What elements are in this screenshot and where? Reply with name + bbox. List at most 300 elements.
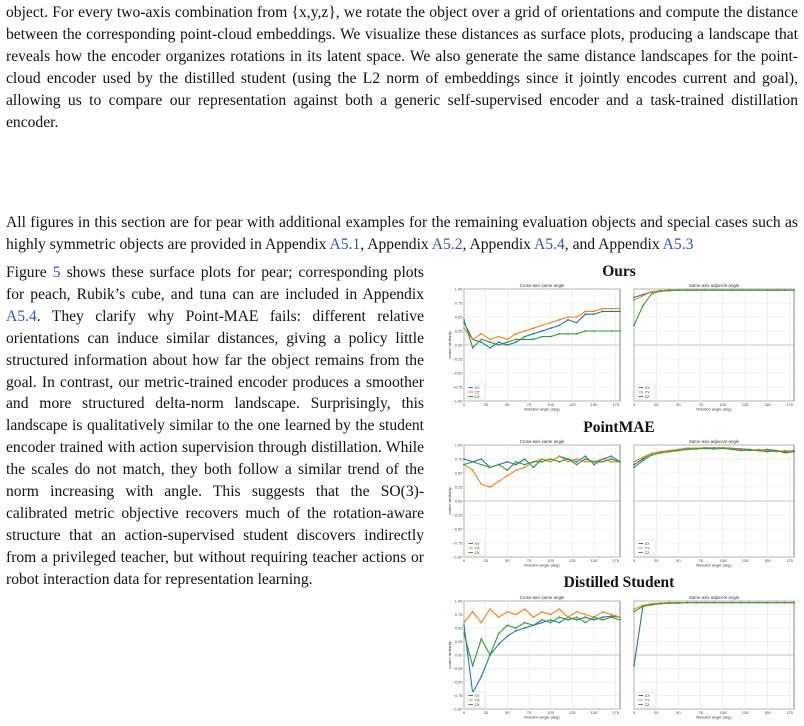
figure-row-pointmae — [438, 440, 800, 572]
x-tick-label: 175 — [612, 402, 620, 407]
legend — [637, 384, 655, 399]
data-point-zz — [793, 289, 795, 291]
data-point-xy — [576, 619, 578, 621]
data-point-xy — [558, 622, 560, 624]
data-point-zx — [602, 619, 604, 621]
x-tick-label: 75 — [526, 710, 532, 715]
data-point-zz — [651, 604, 653, 606]
x-tick-label: 150 — [590, 710, 598, 715]
paragraph-2-text: , and Appendix — [564, 235, 663, 253]
y-tick-label: −0.25 — [452, 356, 463, 362]
data-point-zx — [576, 464, 578, 466]
y-tick-label: 1.00 — [454, 598, 463, 604]
data-point-xy — [524, 458, 526, 460]
data-point-zz — [740, 602, 742, 604]
x-tick-label: 25 — [483, 402, 488, 407]
data-point-zz — [669, 602, 671, 604]
data-point-zz — [633, 467, 635, 469]
legend-entry: YY — [644, 545, 650, 551]
y-tick-label: −1.00 — [452, 398, 463, 404]
data-point-zz — [775, 602, 777, 604]
data-point-zz — [633, 325, 635, 327]
data-point-zx — [524, 339, 526, 341]
data-point-yz — [463, 327, 465, 329]
y-tick-label: −0.25 — [452, 512, 463, 518]
paragraph-3-text: shows these surface plots for pear; corresponding plots for peach, Rubik’s cube, and tuna can are included in Appendix — [6, 264, 424, 303]
paragraph-2-text: All figures in this section are for pear with additional examples for the remaining evaluation objects and special cases such as highly symmetric objects are provided in Appendix — [6, 214, 798, 253]
data-point-zz — [793, 451, 795, 453]
data-point-zz — [766, 289, 768, 291]
data-point-xy — [532, 333, 534, 335]
x-axis-label: Rotation angle (deg) — [696, 406, 732, 412]
data-point-zx — [532, 461, 534, 463]
data-point-yz — [602, 308, 604, 310]
data-point-yz — [515, 614, 517, 616]
appendix-link-a5-1[interactable]: A5.1 — [329, 235, 361, 253]
x-tick-label: 0 — [462, 402, 466, 407]
data-point-zz — [758, 289, 760, 291]
x-tick-label: 25 — [653, 558, 659, 563]
x-tick-label: 0 — [462, 710, 466, 715]
legend-entry: XY — [474, 384, 480, 390]
data-point-yz — [619, 308, 621, 310]
paragraph-2-text: , Appendix — [462, 235, 535, 253]
x-tick-label: 100 — [547, 710, 555, 715]
legend-entry: ZZ — [644, 549, 650, 555]
data-point-zz — [766, 602, 768, 604]
panel-title: Cross-axis same angle — [519, 595, 565, 600]
legend-entry: XX — [644, 540, 650, 546]
x-tick-label: 125 — [741, 402, 749, 407]
data-point-zz — [660, 452, 662, 454]
data-point-yz — [524, 330, 526, 332]
data-point-zx — [576, 333, 578, 335]
data-point-zx — [489, 654, 491, 656]
data-point-yz — [515, 469, 517, 471]
data-point-yz — [584, 614, 586, 616]
data-point-zx — [506, 624, 508, 626]
x-tick-label: 25 — [653, 402, 659, 407]
data-point-xy — [541, 622, 543, 624]
paragraph-3-text: Figure — [6, 264, 53, 281]
legend-entry: ZZ — [644, 393, 650, 399]
data-point-yz — [610, 461, 612, 463]
x-axis-label: Rotation angle (deg) — [524, 562, 560, 568]
data-point-yz — [498, 616, 500, 618]
legend-entry: ZZ — [644, 701, 650, 707]
y-tick-label: 0.50 — [454, 625, 463, 631]
data-point-xy — [480, 341, 482, 343]
x-tick-label: 125 — [741, 558, 749, 563]
data-point-yz — [541, 458, 543, 460]
paragraph-1: object. For every two-axis combination from {x,y,z}, we rotate the object over a grid of orientations and compute the distance between the corresponding point-cloud embeddings. We visualize these distances as surface plots, producing a landscape that reveals how the encoder organizes rotations in its latent space. We also generate the same distance landscapes for the point-cloud encoder used by the distilled student (using the L2 norm of embeddings since it jointly encodes current and goal), allowing us to compare our representation against both a generic self-supervised encoder and a task-trained distillation encoder. — [6, 4, 798, 131]
legend-entry: ZX — [474, 701, 480, 707]
chart-panel — [447, 283, 621, 412]
data-point-zz — [651, 293, 653, 295]
x-tick-label: 50 — [676, 402, 681, 407]
data-point-zx — [506, 341, 508, 343]
y-tick-label: 0.50 — [454, 314, 463, 320]
x-tick-label: 25 — [653, 710, 659, 715]
y-tick-label: 0.75 — [454, 611, 463, 617]
data-point-yy — [642, 456, 644, 458]
data-point-yz — [480, 483, 482, 485]
data-point-xx — [633, 665, 635, 667]
data-point-yz — [558, 319, 560, 321]
data-point-yz — [584, 461, 586, 463]
y-axis-label: cosine similarity — [447, 641, 452, 669]
data-point-xx — [642, 458, 644, 460]
figure-link-5[interactable]: 5 — [52, 264, 61, 281]
data-point-yy — [784, 450, 786, 452]
x-tick-label: 50 — [505, 558, 510, 563]
data-point-yz — [558, 608, 560, 610]
data-point-zx — [480, 339, 482, 341]
data-point-zx — [602, 461, 604, 463]
x-tick-label: 125 — [568, 402, 576, 407]
data-point-zx — [584, 622, 586, 624]
legend-entry: ZX — [474, 549, 480, 555]
y-tick-label: 0.75 — [454, 456, 463, 462]
data-point-zz — [749, 289, 751, 291]
y-tick-label: −0.50 — [452, 679, 463, 685]
x-tick-label: 175 — [786, 402, 793, 407]
legend-entry: YY — [644, 389, 650, 395]
data-point-zx — [506, 469, 508, 471]
data-point-yz — [506, 475, 508, 477]
data-point-zz — [660, 603, 662, 605]
data-point-zx — [567, 333, 569, 335]
legend-entry: ZX — [474, 393, 480, 399]
data-point-zx — [567, 619, 569, 621]
figure-row-title-ours: Ours — [602, 263, 636, 280]
data-point-zz — [731, 449, 733, 451]
data-point-xy — [576, 461, 578, 463]
data-point-zx — [541, 619, 543, 621]
data-point-yz — [541, 611, 543, 613]
chart-panel — [447, 595, 621, 720]
x-tick-label: 150 — [590, 402, 598, 407]
data-point-xy — [489, 347, 491, 349]
data-point-yz — [498, 481, 500, 483]
data-point-zx — [550, 336, 552, 338]
legend-entry: XY — [474, 692, 480, 698]
y-tick-label: −1.00 — [452, 554, 463, 560]
data-point-xy — [558, 325, 560, 327]
data-point-yz — [550, 461, 552, 463]
appendix-link-a5-2[interactable]: A5.2 — [431, 235, 463, 253]
x-tick-label: 125 — [568, 558, 576, 563]
x-tick-label: 150 — [763, 710, 771, 715]
data-point-zz — [678, 450, 680, 452]
y-tick-label: −0.25 — [452, 665, 463, 671]
data-point-xy — [524, 627, 526, 629]
data-point-zx — [515, 339, 517, 341]
data-point-zx — [567, 458, 569, 460]
y-axis-label: cosine similarity — [447, 487, 452, 515]
data-point-zx — [524, 464, 526, 466]
x-axis-label: Rotation angle (deg) — [696, 562, 732, 568]
data-point-yz — [567, 316, 569, 318]
data-point-yz — [610, 308, 612, 310]
data-point-zz — [749, 449, 751, 451]
data-point-zx — [498, 464, 500, 466]
data-point-yz — [515, 333, 517, 335]
data-point-xy — [610, 455, 612, 457]
data-point-zz — [784, 289, 786, 291]
appendix-link-a5-4[interactable]: A5.4 — [6, 307, 37, 325]
data-point-zz — [642, 606, 644, 608]
x-tick-label: 150 — [763, 558, 771, 563]
data-point-zz — [722, 447, 724, 449]
data-point-xy — [515, 630, 517, 632]
data-point-xy — [584, 616, 586, 618]
x-tick-label: 50 — [676, 558, 681, 563]
data-point-zz — [775, 450, 777, 452]
data-point-xy — [506, 635, 508, 637]
legend-entry: YZ — [474, 389, 480, 395]
data-point-xy — [524, 336, 526, 338]
data-point-xy — [532, 467, 534, 469]
data-point-xx — [633, 297, 635, 299]
data-point-zx — [593, 461, 595, 463]
data-point-zz — [758, 602, 760, 604]
data-point-zx — [515, 461, 517, 463]
data-point-yz — [506, 339, 508, 341]
data-point-yz — [489, 339, 491, 341]
x-tick-label: 75 — [526, 402, 532, 407]
legend — [467, 384, 485, 399]
data-point-xy — [550, 327, 552, 329]
figure-row-ours — [438, 284, 800, 416]
data-point-xy — [550, 619, 552, 621]
legend-entry: YZ — [474, 545, 480, 551]
chart-panel — [633, 283, 795, 412]
x-tick-label: 75 — [698, 402, 703, 407]
data-point-zz — [704, 289, 706, 291]
data-point-yz — [472, 469, 474, 471]
data-point-yz — [489, 608, 491, 610]
data-point-yz — [602, 611, 604, 613]
data-point-yz — [550, 614, 552, 616]
data-point-zx — [584, 330, 586, 332]
data-point-yz — [576, 611, 578, 613]
data-point-zz — [766, 451, 768, 453]
data-point-yz — [558, 455, 560, 457]
data-point-xy — [498, 341, 500, 343]
y-tick-label: 1.00 — [454, 286, 463, 292]
data-point-zz — [713, 602, 715, 604]
data-point-zx — [498, 344, 500, 346]
data-point-xy — [463, 624, 465, 626]
x-tick-label: 0 — [632, 710, 636, 715]
data-point-xy — [480, 676, 482, 678]
figure-row-distilled-student — [438, 596, 800, 724]
data-point-yz — [524, 608, 526, 610]
data-point-yz — [610, 614, 612, 616]
legend-entry: XY — [474, 540, 480, 546]
x-tick-label: 25 — [483, 710, 488, 715]
data-point-yz — [480, 622, 482, 624]
data-point-xy — [515, 464, 517, 466]
y-tick-label: 0.25 — [454, 484, 463, 490]
data-point-xy — [619, 311, 621, 313]
legend — [467, 540, 485, 555]
x-tick-label: 175 — [612, 710, 620, 715]
legend-entry: YZ — [474, 697, 480, 703]
data-point-zx — [480, 638, 482, 640]
y-tick-label: 0.75 — [454, 300, 463, 306]
data-point-yy — [633, 299, 635, 301]
data-point-xy — [593, 313, 595, 315]
data-point-zz — [749, 602, 751, 604]
data-point-zz — [642, 305, 644, 307]
data-point-zz — [731, 602, 733, 604]
x-tick-label: 100 — [547, 402, 555, 407]
data-point-yz — [602, 458, 604, 460]
data-point-zz — [695, 289, 697, 291]
x-tick-label: 75 — [698, 710, 703, 715]
data-point-yz — [532, 616, 534, 618]
data-point-xy — [498, 643, 500, 645]
panel-title: Same-axis adjacent angle — [688, 595, 740, 600]
data-point-zx — [532, 339, 534, 341]
data-point-zz — [713, 448, 715, 450]
data-point-zz — [713, 289, 715, 291]
data-point-yz — [524, 467, 526, 469]
x-tick-label: 75 — [526, 558, 532, 563]
data-point-zx — [619, 461, 621, 463]
data-point-xx — [633, 464, 635, 466]
data-point-zz — [704, 602, 706, 604]
y-tick-label: 0.00 — [454, 652, 463, 658]
data-point-zx — [610, 616, 612, 618]
data-point-zx — [593, 330, 595, 332]
data-point-yy — [633, 461, 635, 463]
data-point-zz — [695, 602, 697, 604]
data-point-yz — [576, 316, 578, 318]
data-point-zz — [695, 448, 697, 450]
data-point-yz — [472, 611, 474, 613]
data-point-yz — [463, 622, 465, 624]
data-point-xy — [480, 458, 482, 460]
data-point-zx — [558, 616, 560, 618]
x-tick-label: 100 — [719, 402, 727, 407]
data-point-zx — [463, 633, 465, 635]
data-point-xy — [506, 344, 508, 346]
data-point-zz — [775, 289, 777, 291]
chart-panel — [633, 439, 795, 568]
data-point-yz — [576, 458, 578, 460]
x-tick-label: 50 — [676, 710, 681, 715]
data-point-zx — [558, 461, 560, 463]
x-tick-label: 175 — [612, 558, 620, 563]
legend — [637, 692, 655, 707]
data-point-yz — [498, 336, 500, 338]
data-point-zz — [740, 289, 742, 291]
data-point-yz — [472, 339, 474, 341]
data-point-zx — [602, 330, 604, 332]
data-point-zz — [722, 289, 724, 291]
data-point-zx — [610, 330, 612, 332]
legend — [637, 540, 655, 555]
data-point-xy — [602, 616, 604, 618]
data-point-xy — [584, 455, 586, 457]
data-point-xy — [584, 313, 586, 315]
data-point-zz — [669, 290, 671, 292]
x-axis-label: Rotation angle (deg) — [524, 714, 560, 720]
data-point-xy — [576, 322, 578, 324]
data-point-zz — [678, 289, 680, 291]
y-tick-label: −0.50 — [452, 526, 463, 532]
data-point-xy — [541, 330, 543, 332]
data-point-zz — [722, 602, 724, 604]
data-point-zz — [633, 611, 635, 613]
data-point-zx — [489, 341, 491, 343]
legend-entry: YY — [644, 697, 650, 703]
data-point-yz — [550, 322, 552, 324]
y-tick-label: −0.75 — [452, 692, 463, 698]
data-point-xy — [515, 341, 517, 343]
x-tick-label: 175 — [786, 558, 793, 563]
data-point-yy — [642, 295, 644, 297]
data-point-yz — [532, 327, 534, 329]
chart-panel — [447, 439, 621, 568]
y-tick-label: −0.75 — [452, 384, 463, 390]
x-tick-label: 0 — [632, 402, 636, 407]
data-point-yz — [619, 616, 621, 618]
data-point-zz — [642, 460, 644, 462]
x-axis-label: Rotation angle (deg) — [696, 714, 732, 720]
data-point-zz — [704, 447, 706, 449]
paragraph-3-text: . They clarify why Point-MAE fails: different relative orientations can induce similar distances, giving a policy little structured information about how far the object remains from the goal. In contrast, our metric-trained encoder produces a smoother and more structured delta-norm landscape. Surprisingly, this landscape is qualitatively similar to the one learned by the student encoder trained with action supervision through distillation. While the scales do not match, they both follow a similar trend of the norm increasing with angle. This suggests that the SO(3)-calibrated metric objective recovers much of the rotation-aware structure that an action-supervised student discovers indirectly from a privileged teacher, but without requiring teacher actions or robot interaction data for representation learning. — [6, 307, 424, 588]
legend-entry: XX — [644, 384, 650, 390]
y-tick-label: −0.50 — [452, 370, 463, 376]
panel-title: Cross-axis same angle — [519, 439, 565, 444]
figure-row-title-distilled-student: Distilled Student — [563, 574, 675, 591]
data-point-zz — [669, 451, 671, 453]
data-point-yz — [567, 616, 569, 618]
x-tick-label: 75 — [698, 558, 703, 563]
appendix-link-a5-4[interactable]: A5.4 — [534, 235, 565, 253]
data-point-zx — [489, 467, 491, 469]
data-point-zx — [472, 347, 474, 349]
data-point-zz — [731, 289, 733, 291]
data-point-zx — [558, 333, 560, 335]
y-tick-label: −0.75 — [452, 540, 463, 546]
data-point-zx — [610, 458, 612, 460]
data-point-zz — [686, 289, 688, 291]
data-point-zx — [515, 627, 517, 629]
data-point-yy — [651, 291, 653, 293]
y-tick-label: −1.00 — [452, 706, 463, 712]
x-tick-label: 100 — [547, 558, 555, 563]
panel-title: Same-axis adjacent angle — [688, 439, 740, 444]
x-tick-label: 150 — [763, 402, 771, 407]
x-tick-label: 50 — [505, 710, 510, 715]
data-point-zx — [576, 616, 578, 618]
data-point-xy — [602, 311, 604, 313]
x-tick-label: 175 — [786, 710, 793, 715]
data-point-yz — [489, 486, 491, 488]
data-point-zx — [472, 461, 474, 463]
data-point-zx — [541, 461, 543, 463]
legend — [467, 692, 485, 707]
appendix-link-a5-3[interactable]: A5.3 — [662, 235, 694, 253]
data-point-yz — [584, 311, 586, 313]
data-point-zz — [793, 602, 795, 604]
data-point-zx — [619, 619, 621, 621]
